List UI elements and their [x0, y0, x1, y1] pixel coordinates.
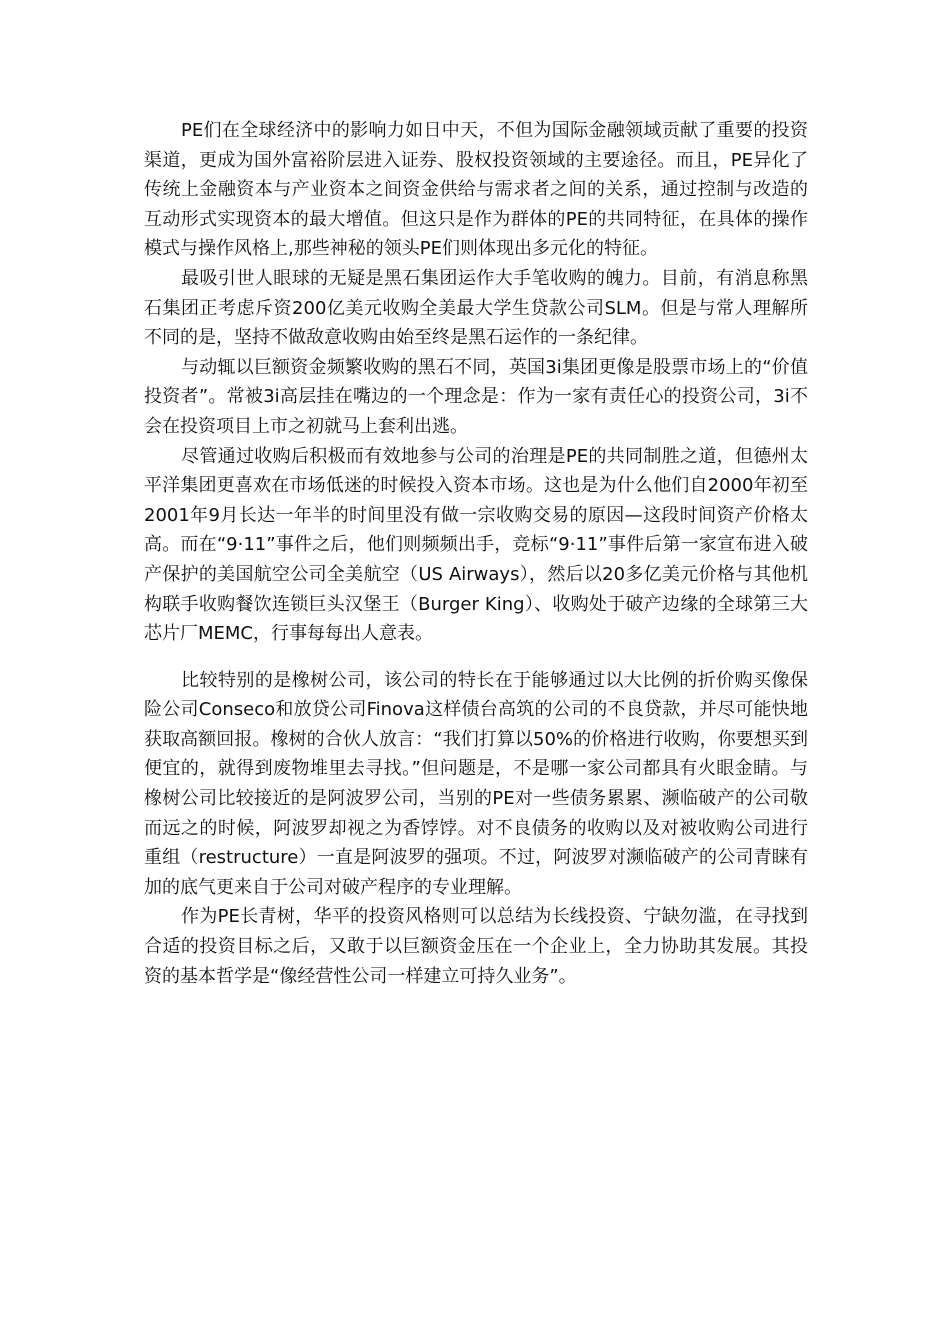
paragraph-pe-overview: PE们在全球经济中的影响力如日中天，不但为国际金融领域贡献了重要的投资渠道，更成为国外富裕阶层进入证券、股权投资领域的主要途径。而且，PE异化了传统上金融资本与产业资本之间资金供给与需求者之间的关系，通过控制与改造的互动形式实现资本的最大增值。但这只是作为群体的PE的共同特征，在具体的操作模式与操作风格上,那些神秘的领头PE们则体现出多元化的特征。	[144, 120, 808, 260]
paragraph-warburg-pincus: 作为PE长青树，华平的投资风格则可以总结为长线投资、宁缺勿滥，在寻找到合适的投资目标之后，又敢于以巨额资金压在一个企业上，全力协助其发展。其投资的基本哲学是“像经营性公司一样建立可持久业务”。	[144, 906, 808, 987]
document-body	[144, 116, 808, 991]
paragraph-texas-pacific: 尽管通过收购后积极而有效地参与公司的治理是PE的共同制胜之道，但德州太平洋集团更喜欢在市场低迷的时候投入资本市场。这也是为什么他们自2000年初至2001年9月长达一年半的时间里没有做一宗收购交易的原因—这段时间资产价格太高。而在“9·11”事件之后，他们则频频出手，竞标“9·11”事件后第一家宣布进入破产保护的美国航空公司全美航空（US Airways），然后以20多亿美元价格与其他机构联手收购餐饮连锁巨头汉堡王（Burger King）、收购处于破产边缘的全球第三大芯片厂MEMC，行事每每出人意表。	[144, 445, 808, 645]
paragraph-3i-group: 与动辄以巨额资金频繁收购的黑石不同，英国3i集团更像是股票市场上的“价值投资者”。常被3i高层挂在嘴边的一个理念是：作为一家有责任心的投资公司，3i不会在投资项目上市之初就马上套利出逃。	[144, 356, 808, 437]
paragraph-blackstone: 最吸引世人眼球的无疑是黑石集团运作大手笔收购的魄力。目前，有消息称黑石集团正考虑斥资200亿美元收购全美最大学生贷款公司SLM。但是与常人理解所不同的是，坚持不做敌意收购由始至终是黑石运作的一条纪律。	[144, 267, 808, 349]
paragraph-oaktree-apollo: 比较特别的是橡树公司，该公司的特长在于能够通过以大比例的折价购买像保险公司Conseco和放贷公司Finova这样债台高筑的公司的不良贷款，并尽可能快地获取高额回报。橡树的合伙人放言：“我们打算以50%的价格进行收购，你要想买到便宜的，就得到废物堆里去寻找。”但问题是，不是哪一家公司都具有火眼金睛。与橡树公司比较接近的是阿波罗公司，当别的PE对一些债务累累、濒临破产的公司敬而远之的时候，阿波罗却视之为香饽饽。对不良债务的收购以及对被收购公司进行重组（restructure）一直是阿波罗的强项。不过，阿波罗对濒临破产的公司青睐有加的底气更来自于公司对破产程序的专业理解。	[144, 669, 808, 898]
